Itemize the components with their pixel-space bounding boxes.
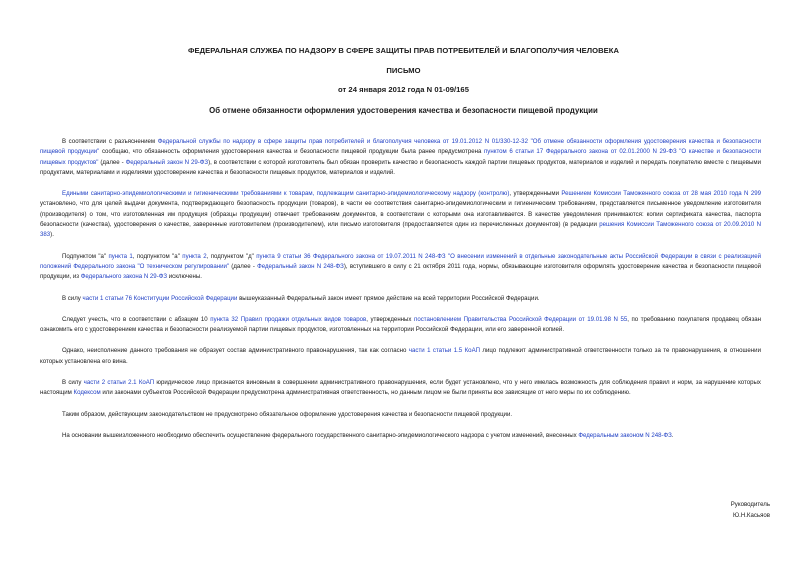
signatory-name: Ю.Н.Касьяов (732, 512, 770, 519)
document-link[interactable]: Федеральным законом N 248-ФЗ (578, 431, 672, 439)
document-type: ПИСЬМО (386, 66, 421, 75)
paragraph-text: , подпунктом "а" (132, 252, 183, 260)
document-link[interactable]: решения Комиссии Таможенного союза от 20.09.2010 N 383 (40, 221, 761, 239)
paragraph-text: В соответствии с разъяснением (62, 138, 158, 145)
document-link[interactable]: пункта 1 (108, 252, 133, 260)
paragraph-text: исключены. (167, 273, 202, 281)
paragraph-text: ), вступившего в силу с 21 октября 2011 года, нормы, обязывающие изготовителя оформлять удостоверение качества и безопасности пищевой продукции, из (40, 262, 762, 281)
document-link[interactable]: Федеральной службы по надзору в сфере защиты прав потребителей и благополучия человека от 19.01.2012 N 01/330-12-32 "Об отмене обязанности оформления удостоверения качества и безопасности пищевой продукции" (40, 138, 761, 156)
paragraph-text: (далее - (229, 262, 258, 270)
body-paragraph (40, 346, 761, 367)
document-body (40, 137, 761, 452)
paragraph-text: , утвержденными (509, 190, 562, 198)
paragraph-text: , подпунктом "д" (206, 252, 257, 260)
body-paragraph (40, 410, 761, 420)
paragraph-text: Таким образом, действующим законодательством не предусмотрено обязательное оформление удостоверения качества и безопасности пищевой продукции. (62, 410, 513, 418)
document-link[interactable]: части 2 статьи 2.1 КоАП (83, 379, 155, 387)
document-link[interactable]: Кодексом (73, 389, 101, 397)
paragraph-text: , по требованию покупателя продавец обязан ознакомить его с удостоверением качества и безопасности реализуемой партии пищевых продуктов, изготовленных на территории Российской Федерации, или его заверенной копией. (40, 315, 761, 334)
body-paragraph (40, 315, 761, 336)
paragraph-text: ), в соответствии с которой изготовитель был обязан проверить качество и безопасность каждой партии пищевых продуктов, материалов и изделий и передать покупателю вместе с пищевыми продуктами, материалами и изделиями удостоверение качества и безопасности пищевых продуктов, материалов и изделий. (40, 158, 761, 176)
body-paragraph (40, 294, 761, 304)
paragraph-text: вышеуказанный Федеральный закон имеет прямое действие на всей территории Российской Федерации. (237, 294, 540, 302)
document-link[interactable]: Федеральный закон N 248-ФЗ (257, 262, 344, 270)
paragraph-text: Следует учесть, что в соответствии с абзацем 10 (62, 315, 211, 323)
paragraph-text: установлено, что для целей выдачи документа, подтверждающего безопасность продукции (товаров), в части ее соответствия санитарно-эпидемиологическим и гигиеническим требованиям, представляется письменное уведомление изготовителя (производителя) о том, что изготовленная им продукция (образцы продукции) отвечает требованиям документов, в соответствии с которыми она изготавливается. В качестве уведомления принимаются: копии сертификата качества, паспорта безопасности (качества), удостоверения о качестве, заверенные изготовителем (производителем), или письмо изготовителя (предоставляется один из перечисленных документов) (в редакции (40, 200, 761, 229)
paragraph-text: На основании вышеизложенного необходимо обеспечить осуществление федерального государственного санитарно-эпидемиологического надзора с учетом изменений, внесенных (62, 431, 579, 439)
body-paragraph (40, 252, 761, 283)
document-link[interactable]: пункта 2 (182, 252, 207, 260)
paragraph-text: или законами субъектов Российской Федерации предусмотрена административная ответственность, но данным лицом не были приняты все зависящие от него меры по их соблюдению. (100, 389, 631, 397)
document-link[interactable]: части 1 статьи 76 Конституции Российской Федерации (82, 294, 238, 302)
paragraph-text: В силу (62, 294, 83, 302)
document-link[interactable]: пункта 32 Правил продажи отдельных видов товаров (210, 315, 367, 323)
paragraph-text: юридическое лицо признается виновным в совершении административного правонарушения, если будет установлено, что у него имелась возможность для соблюдения правил и норм, за нарушение которых настоящим (40, 379, 761, 397)
paragraph-text: (далее - (98, 158, 126, 166)
body-paragraph (40, 189, 761, 240)
paragraph-text: , утвержденных (366, 315, 415, 323)
paragraph-text: . (671, 431, 674, 439)
paragraph-text: В силу (62, 379, 84, 387)
document-date-number: от 24 января 2012 года N 01-09/165 (338, 85, 469, 94)
paragraph-text: сообщаю, что обязанность оформления удостоверения качества и безопасности пищевой продукции была ранее предусмотрена (99, 148, 484, 156)
document-link[interactable]: Решением Комиссии Таможенного союза от 28 мая 2010 года N 299 (561, 190, 761, 198)
body-paragraph (40, 378, 761, 399)
signatory-position: Руководитель (730, 501, 770, 508)
document-link[interactable]: пунктом 6 статьи 17 Федерального закона от 02.01.2000 N 29-ФЗ "О качестве и безопасности пищевых продуктов" (40, 148, 761, 166)
body-paragraph (40, 431, 761, 441)
paragraph-text: лицо подлежит административной ответственности только за те правонарушения, в отношении которых установлена его вина. (40, 347, 761, 365)
document-link[interactable]: пункта 9 статьи 36 Федерального закона от 19.07.2011 N 248-ФЗ "О внесении изменений в отдельные законодательные акты Российской Федерации в связи с реализацией положений Федерального закона "О техническом регулировании" (40, 252, 761, 270)
document-link[interactable]: Федеральный закон N 29-ФЗ (125, 158, 209, 166)
document-link[interactable]: Федерального закона N 29-ФЗ (80, 273, 168, 281)
paragraph-text: Подпунктом "а" (62, 252, 109, 260)
document-link[interactable]: постановлением Правительства Российской Федерации от 19.01.98 N 55 (414, 315, 628, 323)
document-link[interactable]: части 1 статьи 1.5 КоАП (408, 347, 480, 355)
document-title: Об отмене обязанности оформления удостоверения качества и безопасности пищевой продукции (209, 106, 598, 115)
body-paragraph (40, 137, 761, 178)
document-link[interactable]: Едиными санитарно-эпидемиологическими и гигиеническими требованиями к товарам, подлежащим санитарно-эпидемиологическому надзору (контролю) (62, 190, 510, 198)
agency-name: ФЕДЕРАЛЬНАЯ СЛУЖБА ПО НАДЗОРУ В СФЕРЕ ЗАЩИТЫ ПРАВ ПОТРЕБИТЕЛЕЙ И БЛАГОПОЛУЧИЯ ЧЕЛОВЕКА (188, 46, 619, 55)
paragraph-text: Однако, неисполнение данного требования не образует состав административного правонарушения, так как согласно (62, 347, 409, 355)
paragraph-text: ). (50, 231, 54, 239)
